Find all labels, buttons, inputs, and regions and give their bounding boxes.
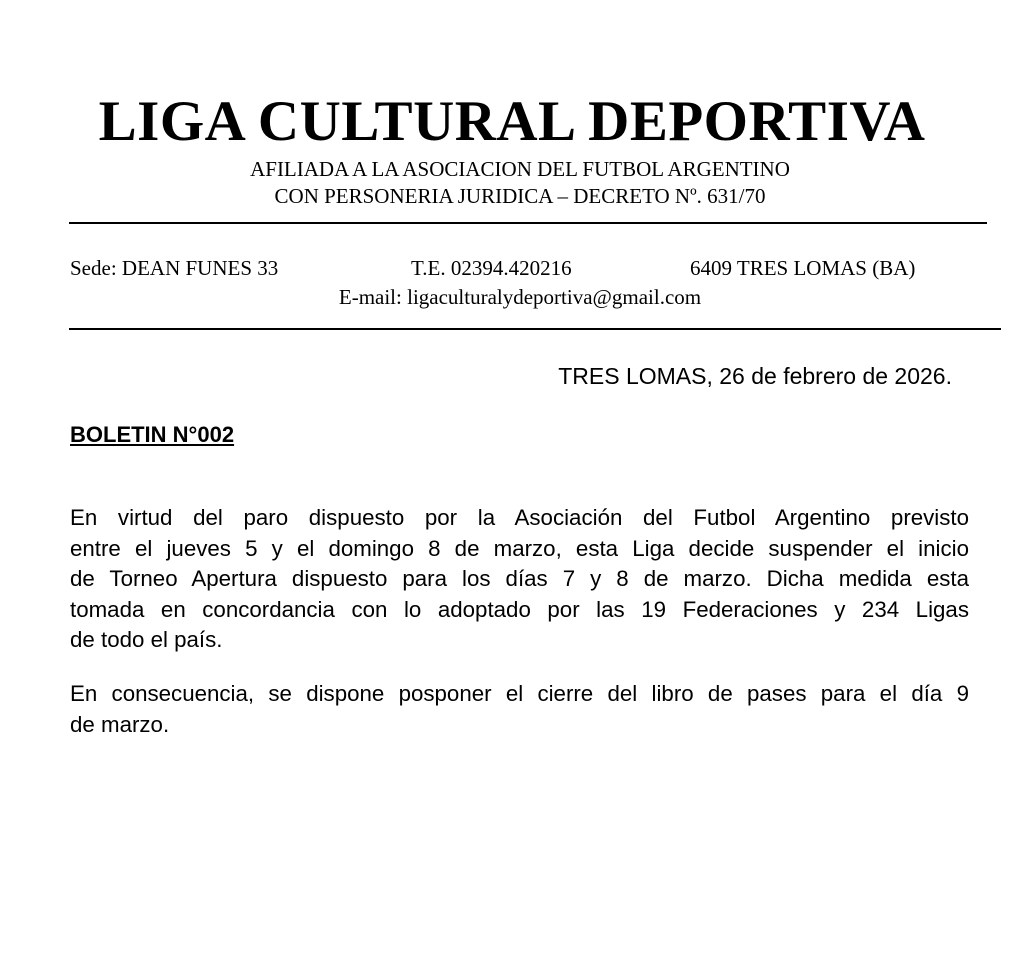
address-text: Sede: DEAN FUNES 33 [70,256,279,280]
email-text: E-mail: ligaculturalydeportiva@gmail.com [338,285,702,309]
paragraph-line: En consecuencia, se dispone posponer el cierre del libro de pases para el día 9 [70,681,969,706]
location-text: 6409 TRES LOMAS (BA) [690,256,916,280]
header-divider-top [69,222,987,224]
paragraph-line: de Torneo Apertura dispuesto para los días 7 y 8 de marzo. Dicha medida esta [70,566,969,591]
body-paragraph-1 [70,503,969,656]
body-paragraph-2 [70,679,969,740]
paragraph-line: de todo el país. [70,627,223,652]
phone-text: T.E. 02394.420216 [411,256,572,280]
paragraph-line: entre el jueves 5 y el domingo 8 de marzo, esta Liga decide suspender el inicio [70,535,969,561]
paragraph-line: tomada en concordancia con lo adoptado por las 19 Federaciones y 234 Ligas [70,596,969,622]
header-divider-bottom [69,328,1001,330]
affiliation-line: AFILIADA A LA ASOCIACION DEL FUTBOL ARGENTINO [250,157,790,181]
legal-status-line: CON PERSONERIA JURIDICA – DECRETO Nº. 631/70 [274,184,766,208]
paragraph-line: de marzo. [70,711,170,737]
league-title: LIGA CULTURAL DEPORTIVA [98,90,926,153]
paragraph-line: En virtud del paro dispuesto por la Asociación del Futbol Argentino previsto [70,505,969,530]
document-date: TRES LOMAS, 26 de febrero de 2026. [558,363,952,389]
bulletin-title: BOLETIN N°002 [70,422,235,447]
